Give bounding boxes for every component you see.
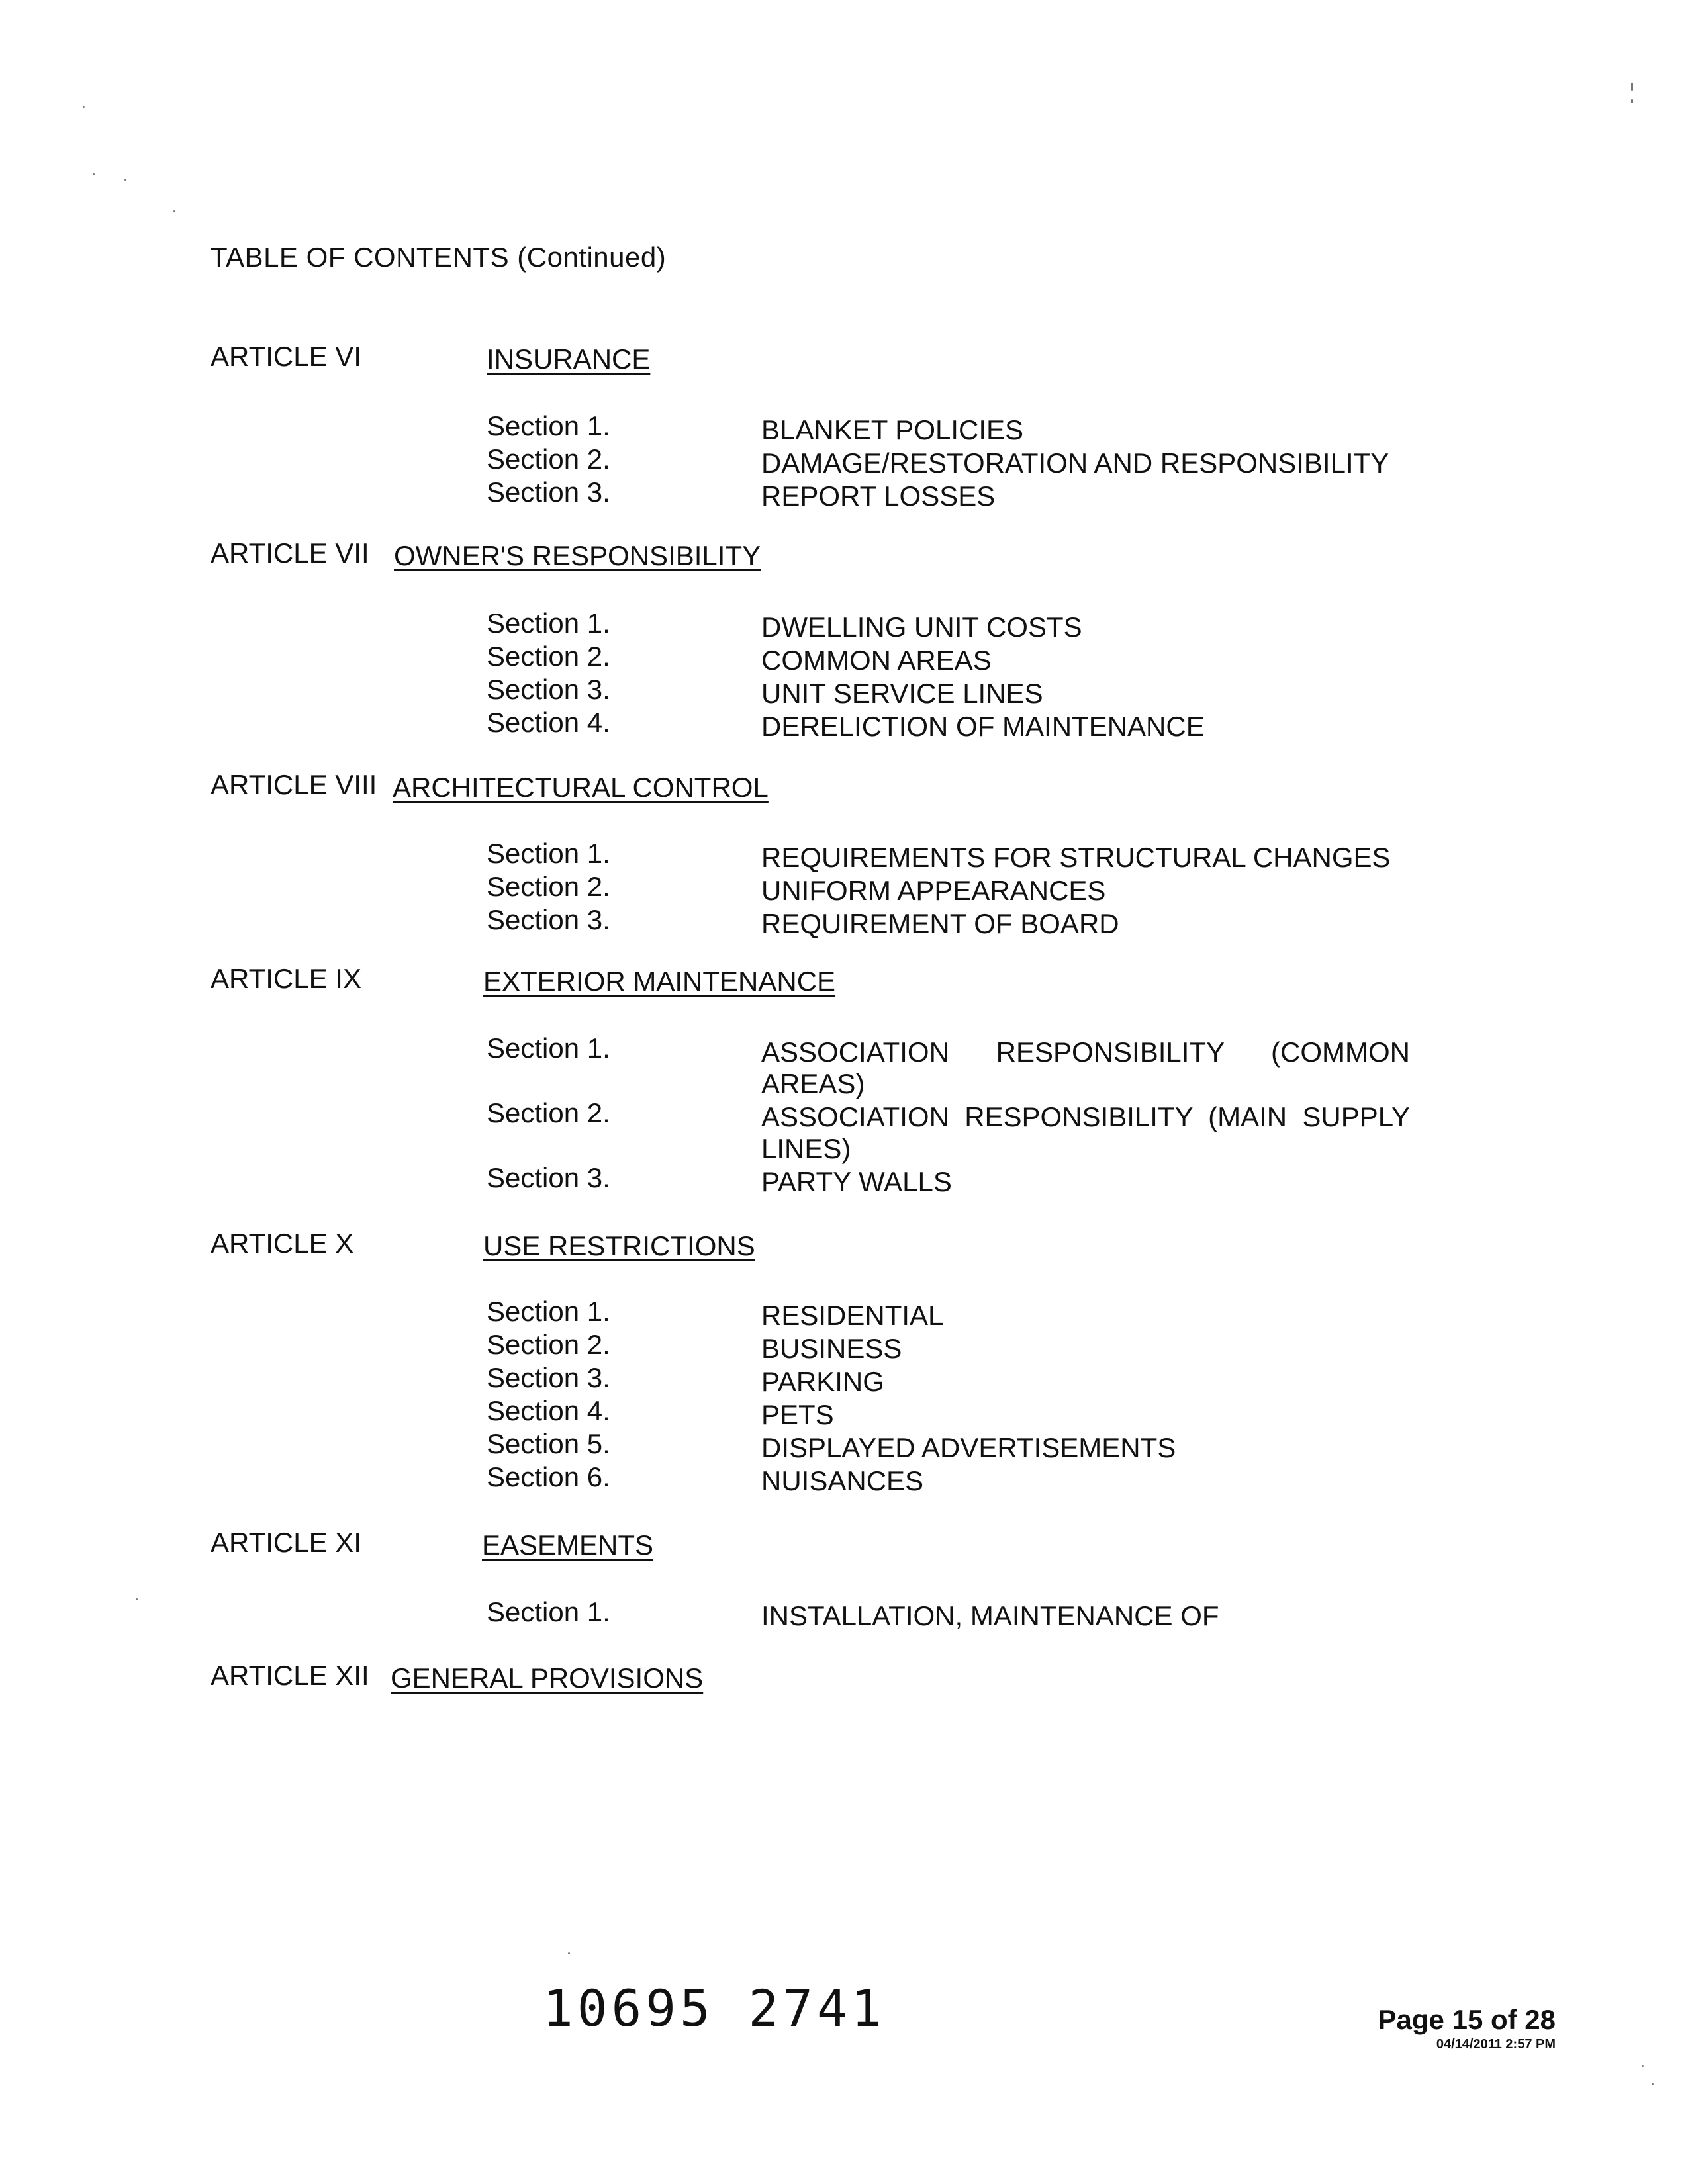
- article-title: INSURANCE: [487, 343, 651, 375]
- article-title: USE RESTRICTIONS: [483, 1230, 755, 1261]
- section-name: PETS: [761, 1399, 834, 1430]
- scan-speck: [568, 1952, 570, 1954]
- article-label: ARTICLE XI: [211, 1527, 361, 1558]
- section-number: Section 1.: [487, 1596, 610, 1627]
- scan-speck: [136, 1598, 138, 1600]
- article-label: ARTICLE X: [211, 1228, 354, 1259]
- article-title: ARCHITECTURAL CONTROL: [393, 772, 769, 803]
- section-number: Section 2.: [487, 443, 610, 475]
- section-number: Section 2.: [487, 871, 610, 902]
- section-number: Section 3.: [487, 477, 610, 508]
- section-row: [0, 410, 1688, 443]
- section-row: [0, 1461, 1688, 1494]
- section-name: DWELLING UNIT COSTS: [761, 612, 1082, 643]
- section-name: ASSOCIATION RESPONSIBILITY (MAIN SUPPLY LINES): [761, 1101, 1410, 1164]
- scan-speck: [1652, 2083, 1654, 2085]
- section-name: DISPLAYED ADVERTISEMENTS: [761, 1432, 1176, 1463]
- scan-speck: [93, 173, 95, 175]
- scan-speck: [124, 179, 126, 181]
- page-indicator: [1378, 2004, 1556, 2052]
- article-label: ARTICLE IX: [211, 963, 361, 994]
- scan-speck: [83, 106, 85, 108]
- section-number: Section 2.: [487, 1097, 610, 1128]
- section-row: [0, 443, 1688, 477]
- article-title: GENERAL PROVISIONS: [391, 1662, 704, 1694]
- section-number: Section 4.: [487, 707, 610, 738]
- section-name: PARKING: [761, 1366, 884, 1397]
- scan-speck: [1631, 83, 1633, 91]
- section-number: Section 1.: [487, 1032, 610, 1064]
- section-row: [0, 608, 1688, 641]
- page-label: Page 15 of 28: [1378, 2004, 1556, 2035]
- section-row: [0, 674, 1688, 707]
- article-title: EASEMENTS: [482, 1529, 654, 1561]
- section-number: Section 1.: [487, 838, 610, 869]
- section-number: Section 1.: [487, 1296, 610, 1327]
- section-name: INSTALLATION, MAINTENANCE OF: [761, 1600, 1219, 1631]
- section-row: [0, 838, 1688, 871]
- article-label: ARTICLE VI: [211, 341, 361, 372]
- section-row: [0, 641, 1688, 674]
- article-title: EXTERIOR MAINTENANCE: [483, 966, 836, 997]
- section-name: PARTY WALLS: [761, 1166, 952, 1197]
- section-row: [0, 1362, 1688, 1395]
- section-row: [0, 1296, 1688, 1329]
- section-name: RESIDENTIAL: [761, 1300, 944, 1331]
- timestamp: 04/14/2011 2:57 PM: [1436, 2037, 1556, 2052]
- section-name: UNIT SERVICE LINES: [761, 678, 1043, 709]
- section-row: [0, 1162, 1688, 1195]
- section-number: Section 2.: [487, 641, 610, 672]
- section-name: BLANKET POLICIES: [761, 414, 1024, 445]
- section-row: [0, 871, 1688, 904]
- section-name: REQUIREMENT OF BOARD: [761, 908, 1119, 939]
- recording-book-page-number: 10695 2741: [543, 1979, 886, 2038]
- section-name: NUISANCES: [761, 1465, 924, 1496]
- section-row: [0, 1032, 1688, 1099]
- section-number: Section 3.: [487, 1162, 610, 1193]
- section-number: Section 1.: [487, 410, 610, 441]
- article-label: ARTICLE VIII: [211, 769, 377, 800]
- section-number: Section 3.: [487, 1362, 610, 1393]
- section-row: [0, 1395, 1688, 1428]
- scan-speck: [1642, 2065, 1644, 2067]
- scan-speck: [1631, 99, 1633, 103]
- section-name: REQUIREMENTS FOR STRUCTURAL CHANGES: [761, 842, 1391, 873]
- document-title: TABLE OF CONTENTS (Continued): [211, 242, 667, 273]
- scan-speck: [173, 210, 175, 212]
- section-number: Section 2.: [487, 1329, 610, 1360]
- section-row: [0, 1596, 1688, 1629]
- article-label: ARTICLE VII: [211, 537, 369, 569]
- section-name: BUSINESS: [761, 1333, 902, 1364]
- section-name: COMMON AREAS: [761, 645, 992, 676]
- section-name: DERELICTION OF MAINTENANCE: [761, 711, 1205, 742]
- article-title: OWNER'S RESPONSIBILITY: [394, 540, 761, 571]
- section-number: Section 3.: [487, 904, 610, 935]
- article-label: ARTICLE XII: [211, 1660, 369, 1691]
- section-name: UNIFORM APPEARANCES: [761, 875, 1106, 906]
- section-row: [0, 1428, 1688, 1461]
- section-name: ASSOCIATION RESPONSIBILITY (COMMON AREAS): [761, 1036, 1410, 1099]
- section-row: [0, 1329, 1688, 1362]
- section-name: REPORT LOSSES: [761, 480, 996, 512]
- section-row: [0, 477, 1688, 510]
- section-number: Section 4.: [487, 1395, 610, 1426]
- section-row: [0, 1097, 1688, 1164]
- section-number: Section 1.: [487, 608, 610, 639]
- section-number: Section 3.: [487, 674, 610, 705]
- section-number: Section 6.: [487, 1461, 610, 1492]
- section-name: DAMAGE/RESTORATION AND RESPONSIBILITY: [761, 447, 1389, 478]
- section-row: [0, 904, 1688, 937]
- section-number: Section 5.: [487, 1428, 610, 1459]
- section-row: [0, 707, 1688, 740]
